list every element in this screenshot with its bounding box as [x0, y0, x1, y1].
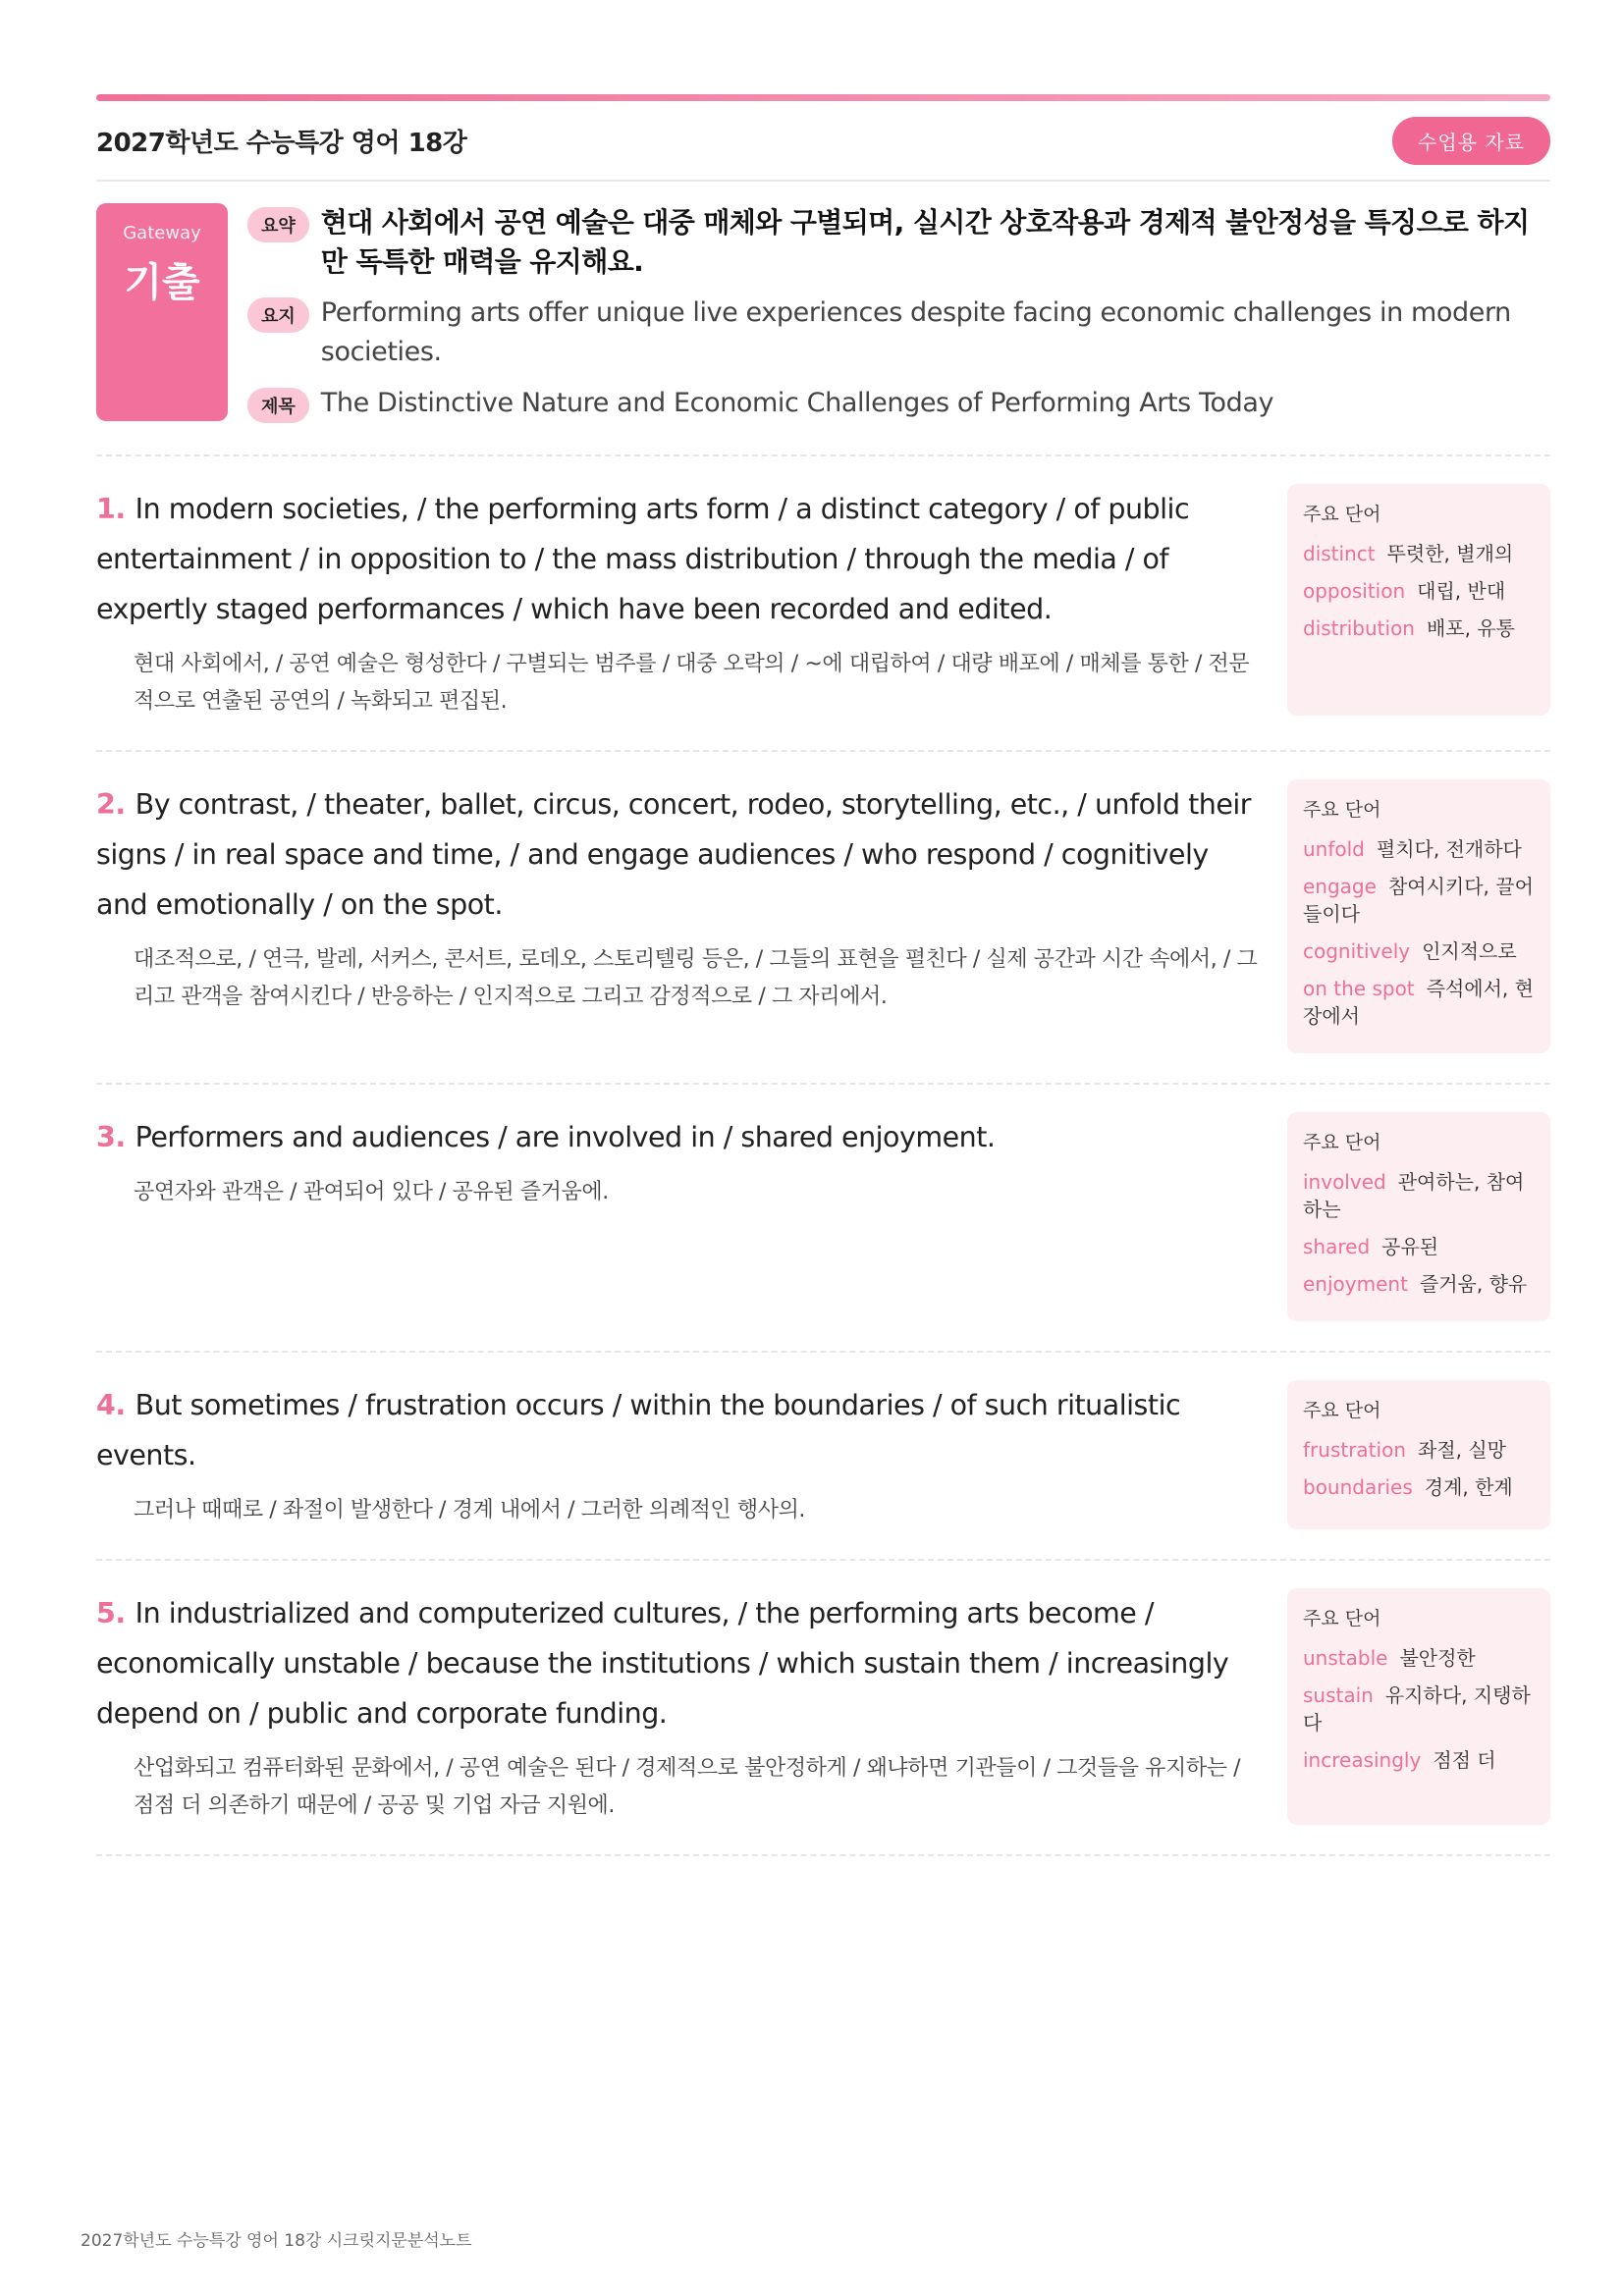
- sentence-section-4: [96, 1353, 1550, 1561]
- english-text: By contrast, / theater, ballet, circus, concert, rodeo, storytelling, etc., / unfold their signs / in real space and time, / and engage audiences / who respond / cognitively and emotionally / on the spot.: [96, 788, 1252, 921]
- vocab-box: [1287, 1112, 1550, 1321]
- page: [96, 94, 1550, 1856]
- sentence-section-5: [96, 1561, 1550, 1856]
- vocab-meaning: 관여하는, 참여하는: [1303, 1170, 1525, 1221]
- vocab-title: 주요 단어: [1303, 1132, 1381, 1153]
- vocab-meaning: 불안정한: [1399, 1646, 1476, 1670]
- vocab-meaning: 대립, 반대: [1417, 579, 1506, 603]
- vocab-title: 주요 단어: [1303, 504, 1381, 525]
- vocab-word: distinct: [1303, 542, 1376, 565]
- vocab-item: [1303, 540, 1535, 567]
- summary-block: [96, 182, 1550, 456]
- vocab-item: [1303, 1436, 1535, 1464]
- sentence-number: 3.: [96, 1121, 126, 1153]
- vocab-word: enjoyment: [1303, 1272, 1408, 1296]
- vocab-word: on the spot: [1303, 977, 1415, 1000]
- vocab-meaning: 배포, 유통: [1426, 616, 1515, 640]
- sentence-content: [96, 484, 1265, 721]
- vocab-meaning: 경계, 한계: [1424, 1475, 1513, 1499]
- gist-text: Performing arts offer unique live experiences despite facing economic challenges in modern societies.: [320, 297, 1511, 367]
- vocab-word: distribution: [1303, 616, 1415, 640]
- vocab-item: [1303, 1644, 1535, 1672]
- sentence-number: 1.: [96, 493, 126, 525]
- vocab-word: unstable: [1303, 1646, 1388, 1670]
- gist-tag: 요지: [247, 297, 309, 333]
- vocab-meaning: 뚜렷한, 별개의: [1386, 542, 1514, 565]
- vocab-item: [1303, 577, 1535, 605]
- vocab-word: cognitively: [1303, 939, 1411, 963]
- english-sentence: [96, 1588, 1265, 1738]
- summary-text: 현대 사회에서 공연 예술은 대중 매체와 구별되며, 실시간 상호작용과 경제적 불안정성을 특징으로 하지만 독특한 매력을 유지해요.: [320, 206, 1530, 278]
- gist-row: [247, 294, 1550, 372]
- vocab-word: boundaries: [1303, 1475, 1413, 1499]
- vocab-item: [1303, 1473, 1535, 1501]
- sentence-number: 2.: [96, 788, 126, 821]
- vocab-item: [1303, 937, 1535, 965]
- english-sentence: [96, 1380, 1265, 1480]
- vocab-item: [1303, 1233, 1535, 1260]
- class-material-badge: 수업용 자료: [1392, 117, 1550, 165]
- sentence-content: [96, 1588, 1265, 1825]
- vocab-title: 주요 단어: [1303, 799, 1381, 821]
- vocab-title: 주요 단어: [1303, 1400, 1381, 1421]
- sentence-section-3: [96, 1085, 1550, 1353]
- vocab-meaning: 점점 더: [1433, 1748, 1496, 1772]
- gateway-label: Gateway: [123, 223, 201, 243]
- vocab-word: sustain: [1303, 1683, 1374, 1707]
- vocab-item: [1303, 614, 1535, 642]
- vocab-box: [1287, 1380, 1550, 1529]
- vocab-meaning: 유지하다, 지탱하다: [1303, 1683, 1531, 1735]
- sentence-section-1: [96, 456, 1550, 752]
- page-footer: 2027학년도 수능특강 영어 18강 시크릿지문분석노트: [81, 2231, 472, 2251]
- vocab-meaning: 펼치다, 전개하다: [1376, 837, 1522, 861]
- vocab-item: [1303, 1682, 1535, 1736]
- vocab-item: [1303, 1270, 1535, 1298]
- sentence-content: [96, 779, 1265, 1053]
- sentence-number: 5.: [96, 1597, 126, 1629]
- korean-translation: 그러나 때때로 / 좌절이 발생한다 / 경계 내에서 / 그러한 의례적인 행사의.: [134, 1498, 806, 1522]
- vocab-title: 주요 단어: [1303, 1608, 1381, 1629]
- korean-translation: 현대 사회에서, / 공연 예술은 형성한다 / 구별되는 범주를 / 대중 오락의 / ~에 대립하여 / 대량 배포에 / 매체를 통한 / 전문적으로 연출된 공연의 / 녹화되고 편집된.: [134, 652, 1250, 714]
- gateway-title: 기출: [124, 260, 200, 305]
- vocab-meaning: 즉석에서, 현장에서: [1303, 977, 1534, 1028]
- vocab-meaning: 좌절, 실망: [1418, 1438, 1506, 1462]
- korean-translation: 공연자와 관객은 / 관여되어 있다 / 공유된 즐거움에.: [134, 1180, 609, 1204]
- vocab-item: [1303, 1746, 1535, 1774]
- vocab-item: [1303, 1168, 1535, 1223]
- sentence-section-2: [96, 752, 1550, 1085]
- korean-translation: 대조적으로, / 연극, 발레, 서커스, 콘서트, 로데오, 스토리텔링 등은, / 그들의 표현을 펼친다 / 실제 공간과 시간 속에서, / 그리고 관객을 참여시킨다 / 반응하는 / 인지적으로 그리고 감정적으로 / 그 자리에서.: [134, 947, 1258, 1009]
- vocab-word: increasingly: [1303, 1748, 1422, 1772]
- vocab-item: [1303, 873, 1535, 928]
- vocab-word: unfold: [1303, 837, 1365, 861]
- english-sentence: [96, 1112, 1265, 1162]
- vocab-meaning: 공유된: [1381, 1235, 1439, 1258]
- top-accent-bar: [96, 94, 1550, 101]
- header: [96, 101, 1550, 182]
- sentence-content: [96, 1112, 1265, 1321]
- vocab-word: engage: [1303, 875, 1377, 898]
- english-text: In industrialized and computerized cultures, / the performing arts become / economically unstable / because the institutions / which sustain them / increasingly depend on / public and corporate funding.: [96, 1597, 1229, 1730]
- vocab-word: opposition: [1303, 579, 1406, 603]
- title-text: The Distinctive Nature and Economic Challenges of Performing Arts Today: [320, 388, 1274, 418]
- korean-translation: 산업화되고 컴퓨터화된 문화에서, / 공연 예술은 된다 / 경제적으로 불안정하게 / 왜냐하면 기관들이 / 그것들을 유지하는 / 점점 더 의존하기 때문에 / 공공 및 기업 자금 지원에.: [134, 1756, 1241, 1818]
- summary-tag: 요약: [247, 207, 309, 242]
- vocab-box: [1287, 1588, 1550, 1825]
- english-text: Performers and audiences / are involved in / shared enjoyment.: [135, 1121, 996, 1153]
- vocab-item: [1303, 835, 1535, 863]
- vocab-meaning: 인지적으로: [1422, 939, 1517, 963]
- english-sentence: [96, 779, 1265, 930]
- sentence-number: 4.: [96, 1389, 126, 1421]
- english-sentence: [96, 484, 1265, 634]
- vocab-word: shared: [1303, 1235, 1371, 1258]
- vocab-box: [1287, 484, 1550, 716]
- english-text: But sometimes / frustration occurs / within the boundaries / of such ritualistic events.: [96, 1389, 1181, 1471]
- vocab-word: frustration: [1303, 1438, 1406, 1462]
- gateway-box: [96, 203, 228, 421]
- summary-rows: [247, 203, 1550, 435]
- vocab-item: [1303, 975, 1535, 1030]
- page-title: 2027학년도 수능특강 영어 18강: [96, 128, 467, 158]
- vocab-box: [1287, 779, 1550, 1053]
- sentence-content: [96, 1380, 1265, 1529]
- title-row: [247, 384, 1550, 423]
- english-text: In modern societies, / the performing arts form / a distinct category / of public entertainment / in opposition to / the mass distribution / through the media / of expertly staged performances / which have been recorded and edited.: [96, 493, 1190, 625]
- vocab-meaning: 즐거움, 향유: [1419, 1272, 1528, 1296]
- vocab-meaning: 참여시키다, 끌어들이다: [1303, 875, 1534, 926]
- title-tag: 제목: [247, 388, 309, 423]
- vocab-word: involved: [1303, 1170, 1386, 1194]
- summary-row: [247, 203, 1550, 282]
